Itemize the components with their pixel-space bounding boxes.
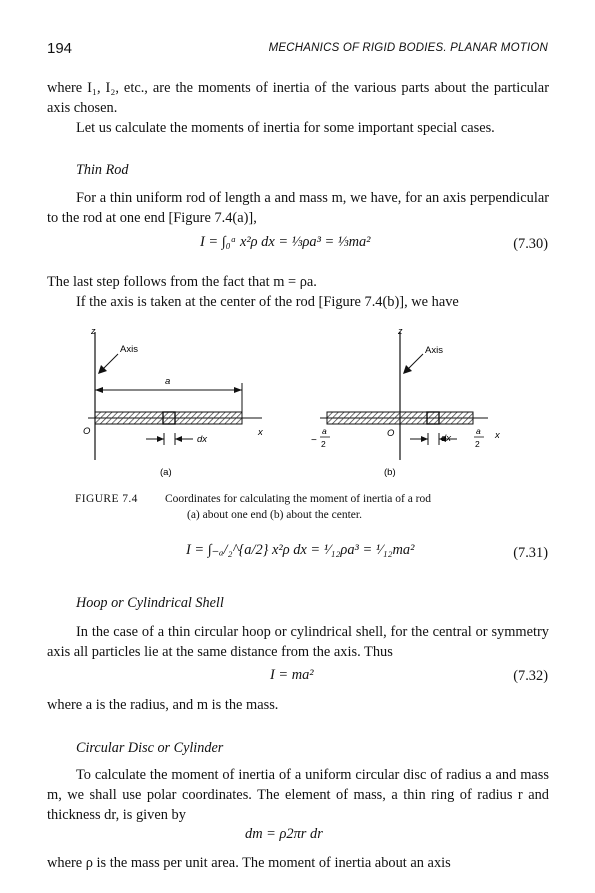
paragraph-center-axis: If the axis is taken at the center of the rod [Figure 7.4(b)], we have — [76, 294, 459, 310]
heading-thin-rod: Thin Rod — [76, 162, 129, 178]
label-axis: Axis — [425, 345, 443, 356]
equation-7-30: I = ∫₀ᵃ x²ρ dx = ⅓ρa³ = ⅓ma² — [200, 234, 371, 250]
paragraph-mass-per-area: where ρ is the mass per unit area. The moment of inertia about an axis — [47, 855, 451, 871]
label-dx: dx — [441, 433, 452, 444]
label-axis: Axis — [120, 344, 138, 355]
equation-number-7-31: (7.31) — [513, 545, 548, 561]
equation-number-7-30: (7.30) — [513, 236, 548, 252]
paragraph-disc: To calculate the moment of inertia of a uniform circular disc of radius a and mass m, we shall use polar coordinates. The element of mass, a thin ring of radius r and thickness dr, is given by — [47, 767, 549, 823]
label-origin: O — [83, 426, 91, 437]
paragraph-hoop: In the case of a thin circular hoop or cylindrical shell, for the central or symmetry axis all particles lie at the same distance from the axis. Thus — [47, 624, 549, 660]
equation-number-7-32: (7.32) — [513, 668, 548, 684]
dx-arrowhead-left — [157, 436, 164, 442]
dx-arrowhead-left — [421, 436, 428, 442]
label-x: x — [495, 430, 500, 441]
dx-arrowhead-right — [175, 436, 182, 442]
paragraph-thin-rod: For a thin uniform rod of length a and mass m, we have, for an axis perpendicular to the rod at one end [Figure 7.4(a)], — [47, 190, 549, 226]
equation-7-31: I = ∫₋ₐ/₂^{a/2} x²ρ dx = ¹⁄₁₂ρa³ = ¹⁄₁₂ma² — [186, 542, 415, 558]
arrowhead-left — [95, 387, 103, 393]
paragraph-parts-sum: where I₁, I₂, etc., are the moments of inertia of the various parts about the particular axis chosen. — [47, 80, 549, 116]
label-dx: dx — [197, 434, 208, 445]
paragraph-last-step: The last step follows from the fact that m = ρa. — [47, 274, 317, 290]
figure-caption-label: FIGURE 7.4 — [75, 493, 138, 505]
panel-label-a: (a) — [160, 467, 172, 478]
label-left-2: 2 — [321, 439, 326, 449]
page-number: 194 — [47, 40, 73, 57]
label-z: z — [398, 326, 403, 336]
running-title: MECHANICS OF RIGID BODIES. PLANAR MOTION — [268, 42, 548, 54]
equation-dm: dm = ρ2πr dr — [245, 826, 323, 842]
paragraph-radius-mass: where a is the radius, and m is the mass. — [47, 697, 279, 713]
heading-disc: Circular Disc or Cylinder — [76, 740, 224, 756]
figure-caption-line2: (a) about one end (b) about the center. — [187, 509, 362, 521]
label-a: a — [165, 376, 171, 387]
arrowhead-right — [234, 387, 242, 393]
paragraph-special-cases: Let us calculate the moments of inertia for some important special cases. — [76, 120, 495, 136]
rod — [95, 412, 242, 424]
rod — [327, 412, 473, 424]
equation-7-32: I = ma² — [270, 667, 314, 683]
label-x: x — [258, 427, 263, 438]
figure-caption-line1: Coordinates for calculating the moment of inertia of a rod — [165, 493, 432, 505]
heading-hoop: Hoop or Cylindrical Shell — [76, 595, 224, 611]
label-right-2: 2 — [475, 439, 480, 449]
panel-label-b: (b) — [384, 467, 396, 478]
label-origin: O — [387, 428, 395, 439]
figure-panel-a — [83, 326, 264, 478]
label-minus: − — [311, 435, 317, 446]
figure-7-4 — [0, 320, 595, 485]
label-left-a: a — [322, 426, 327, 436]
figure-panel-b — [311, 326, 501, 478]
label-right-a: a — [476, 426, 481, 436]
label-z: z — [91, 326, 96, 336]
